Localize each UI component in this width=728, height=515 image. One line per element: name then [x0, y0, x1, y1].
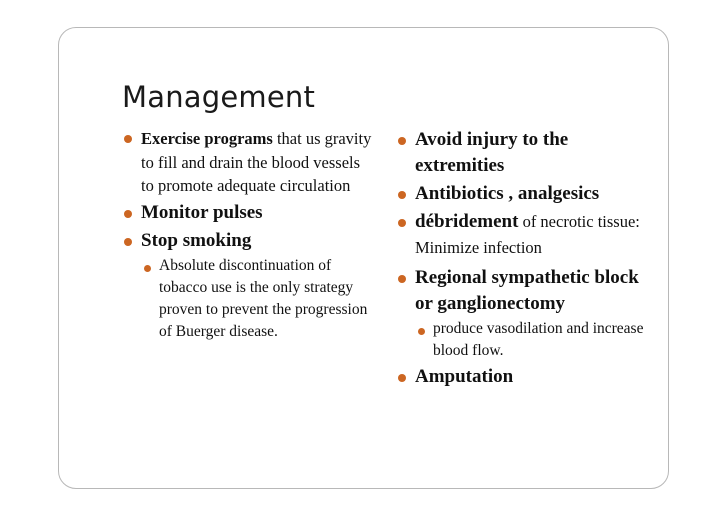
list-item — [397, 364, 647, 390]
list-item — [397, 265, 647, 362]
item-bold-text: Regional sympathetic block or ganglionectomy — [415, 267, 639, 314]
list-item — [397, 181, 647, 207]
list-item — [123, 228, 373, 343]
sub-item-text: Absolute discontinuation of tobacco use is the only strategy proven to prevent the progression of Buerger disease. — [159, 256, 368, 340]
item-bold-text: débridement — [415, 211, 519, 232]
item-bold-text: Amputation — [415, 366, 514, 387]
list-item — [123, 127, 373, 198]
left-bullet-list — [123, 127, 373, 343]
right-bullet-list — [397, 127, 647, 390]
list-item — [397, 127, 647, 179]
sub-item-text: produce vasodilation and increase blood flow. — [433, 320, 644, 359]
bullet-icon — [398, 191, 406, 199]
sub-list-item — [141, 255, 373, 343]
sub-bullet-icon — [144, 265, 151, 272]
slide-title: Management — [122, 80, 316, 114]
sub-bullet-icon — [418, 328, 425, 335]
bullet-icon — [124, 210, 132, 218]
bullet-icon — [124, 135, 132, 143]
bullet-icon — [398, 219, 406, 227]
bullet-icon — [124, 238, 132, 246]
item-text: of necrotic tissue: Minimize infection — [415, 212, 640, 257]
item-bold-text: Avoid injury to the extremities — [415, 129, 569, 176]
list-item — [397, 209, 647, 261]
item-bold-text: Exercise programs — [141, 129, 273, 148]
item-bold-text: Monitor pulses — [141, 201, 263, 223]
sub-list-item — [415, 318, 647, 362]
item-bold-text: Stop smoking — [141, 229, 252, 251]
right-column — [397, 127, 647, 392]
bullet-icon — [398, 374, 406, 382]
sub-bullet-list — [415, 318, 647, 362]
bullet-icon — [398, 275, 406, 283]
bullet-icon — [398, 137, 406, 145]
item-bold-text: Antibiotics , analgesics — [415, 183, 600, 204]
item-text: that us gravity to fill and drain the blood vessels to promote adequate circulation — [141, 129, 372, 195]
left-column — [123, 127, 373, 345]
list-item — [123, 200, 373, 226]
sub-bullet-list — [141, 255, 373, 343]
